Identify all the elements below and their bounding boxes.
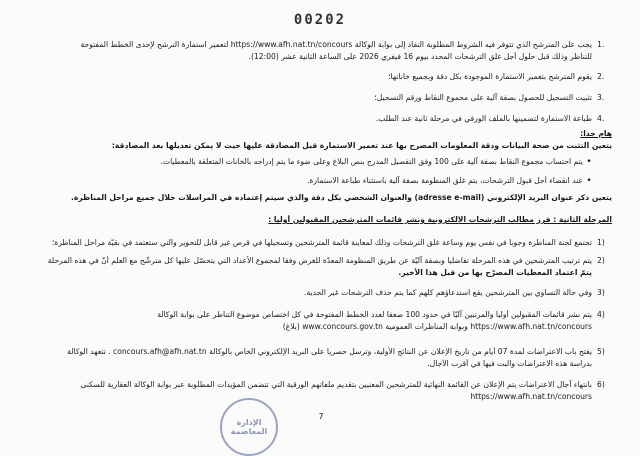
bullet-icon: •	[586, 157, 592, 167]
important-heading: هام جدا:	[580, 129, 612, 138]
item-line: https://www.afh.nat.tn/concours	[470, 392, 592, 401]
bullet-text: عند انقضاء أجل قبول الترشحات، يتم غلق المنظومة بصفة آلية باستثناء طباعة الاستمارة.	[306, 176, 583, 185]
stamp-line: المعاصمة	[230, 427, 268, 436]
item-number: 3.	[597, 93, 605, 102]
email-note: يتعين ذكر عنوان البريد الإلكتروني (adresse e-mail) والعنوان الشخصي بكل دقة والذي سيتم إعتماده في المراسلات خلال جميع مراحل المناظرة.	[70, 193, 612, 202]
official-stamp	[220, 398, 278, 456]
item-number: 1)	[597, 238, 605, 247]
item-line: يجب على المترشح الذي تتوفر فيه الشروط المطلوبة النفاذ إلى بوابة الوكالة https://www.afh.nat.tn/concours لتعمير استمارة الترشح لإحدى الخطط المفتوحة	[80, 40, 592, 49]
stamp-line: الإدارة	[236, 418, 262, 427]
item-line: https://www.afh.nat.tn/concours وبوابة المناظرات العمومية www.concours.gov.tn (بلاغ)	[282, 322, 592, 331]
item-line: يفتح باب الاعتراضات لمدة 07 أيام من تاريخ الإعلان عن النتائج الأولية، وترسل حصريا على البريد الإلكتروني الخاص بالوكالة concours.afh@afh.nat.tn . تتعهد الوكالة	[67, 347, 592, 356]
item-number: 2)	[597, 256, 605, 265]
item-line: بانتهاء آجال الاعتراضات يتم الإعلان عن القائمة النهائية للمترشحين المعنيين بتقديم ملفاتهم الورقية التي تتضمن المؤيدات المطلوبة عبر بوابة الوكالة العقارية للسكنى	[80, 380, 592, 389]
bullet-icon: •	[586, 176, 592, 186]
important-intro: يتعين التثبت من صحة البيانات ودقة المعلومات المصرح بها عند تعمير الاستمارة قبل المصادقة عليها حيث لا يمكن تعديلها بعد المصادقة:	[111, 141, 612, 150]
item-number: 2.	[597, 72, 605, 81]
item-line: يتم نشر قائمات المقبولين أوليا والمرتبين آليّا في حدود 100 ضعفا لعدد الخطط المفتوحة في كل اختصاص موضوع التناظر على بوابة الوكالة	[157, 310, 592, 319]
item-line: تجتمع لجنة المناظرة وجوبا في نفس يوم وساعة غلق الترشحات وذلك لمعاينة قائمة المترشحين وتسجيلها في قرص غير قابل للتحوير والتي ستعتمد في بقيّة مراحل المناظرة؛	[51, 238, 592, 247]
item-line: تثبيت التسجيل للحصول بصفة آلية على مجموع النقاط ورقم التسجيل؛	[374, 93, 592, 102]
item-number: 5)	[597, 347, 605, 356]
item-number: 6)	[597, 380, 605, 389]
item-number: 4)	[597, 310, 605, 319]
item-line: يتمّ اعتماد المعطيات المصرّح بها من قبل هذا الأخير.	[398, 268, 592, 277]
document-number: 00202	[293, 12, 347, 28]
item-number: 4.	[597, 114, 605, 123]
item-line: وفي حالة التساوي بين المترشحين يقع استدعاؤهم كلهم كما يتم حذف الترشحات غير الجدية.	[304, 288, 592, 297]
section-two-heading: المرحلة الثانية : فرز مطالب الترشحات الالكترونية ونشر قائمات المترشحين المقبولين أوليا :	[268, 215, 612, 224]
item-line: للتناظر وذلك قبل حلول أجل غلق الترشحات المحدد بيوم 16 فيفري 2026 على الساعة الثانية عشر (12:00).	[248, 52, 592, 61]
item-line: يتم ترتيب المترشحين في هذه المرحلة تفاضليا وبصفة آليّة عن طريق المنظومة المعدّة للغرض وفقا لمجموع الأعداد التي يتحصّل عليها كل مترشّح مع العلم أنّ في هذه المرحلة	[47, 256, 592, 265]
item-line: طباعة الاستمارة لتضمينها بالملف الورقي في مرحلة ثانية عند الطلب.	[375, 114, 592, 123]
item-number: 1.	[597, 40, 605, 49]
item-line: بدراسة هذه الاعتراضات والبت فيها في أقرب الآجال.	[427, 359, 592, 368]
page-number: 7	[318, 412, 324, 421]
item-number: 3)	[597, 288, 605, 297]
item-line: يقوم المترشح بتعمير الاستمارة الموجودة بكل دقة وبجميع خاناتها؛	[388, 72, 592, 81]
bullet-text: يتم احتساب مجموع النقاط بصفة آلية على 100 وفق التفصيل المدرج بنص البلاغ وعلى ضوء ما يتم إدراجه بالخانات المتعلقة بالمعطيات.	[160, 157, 583, 166]
